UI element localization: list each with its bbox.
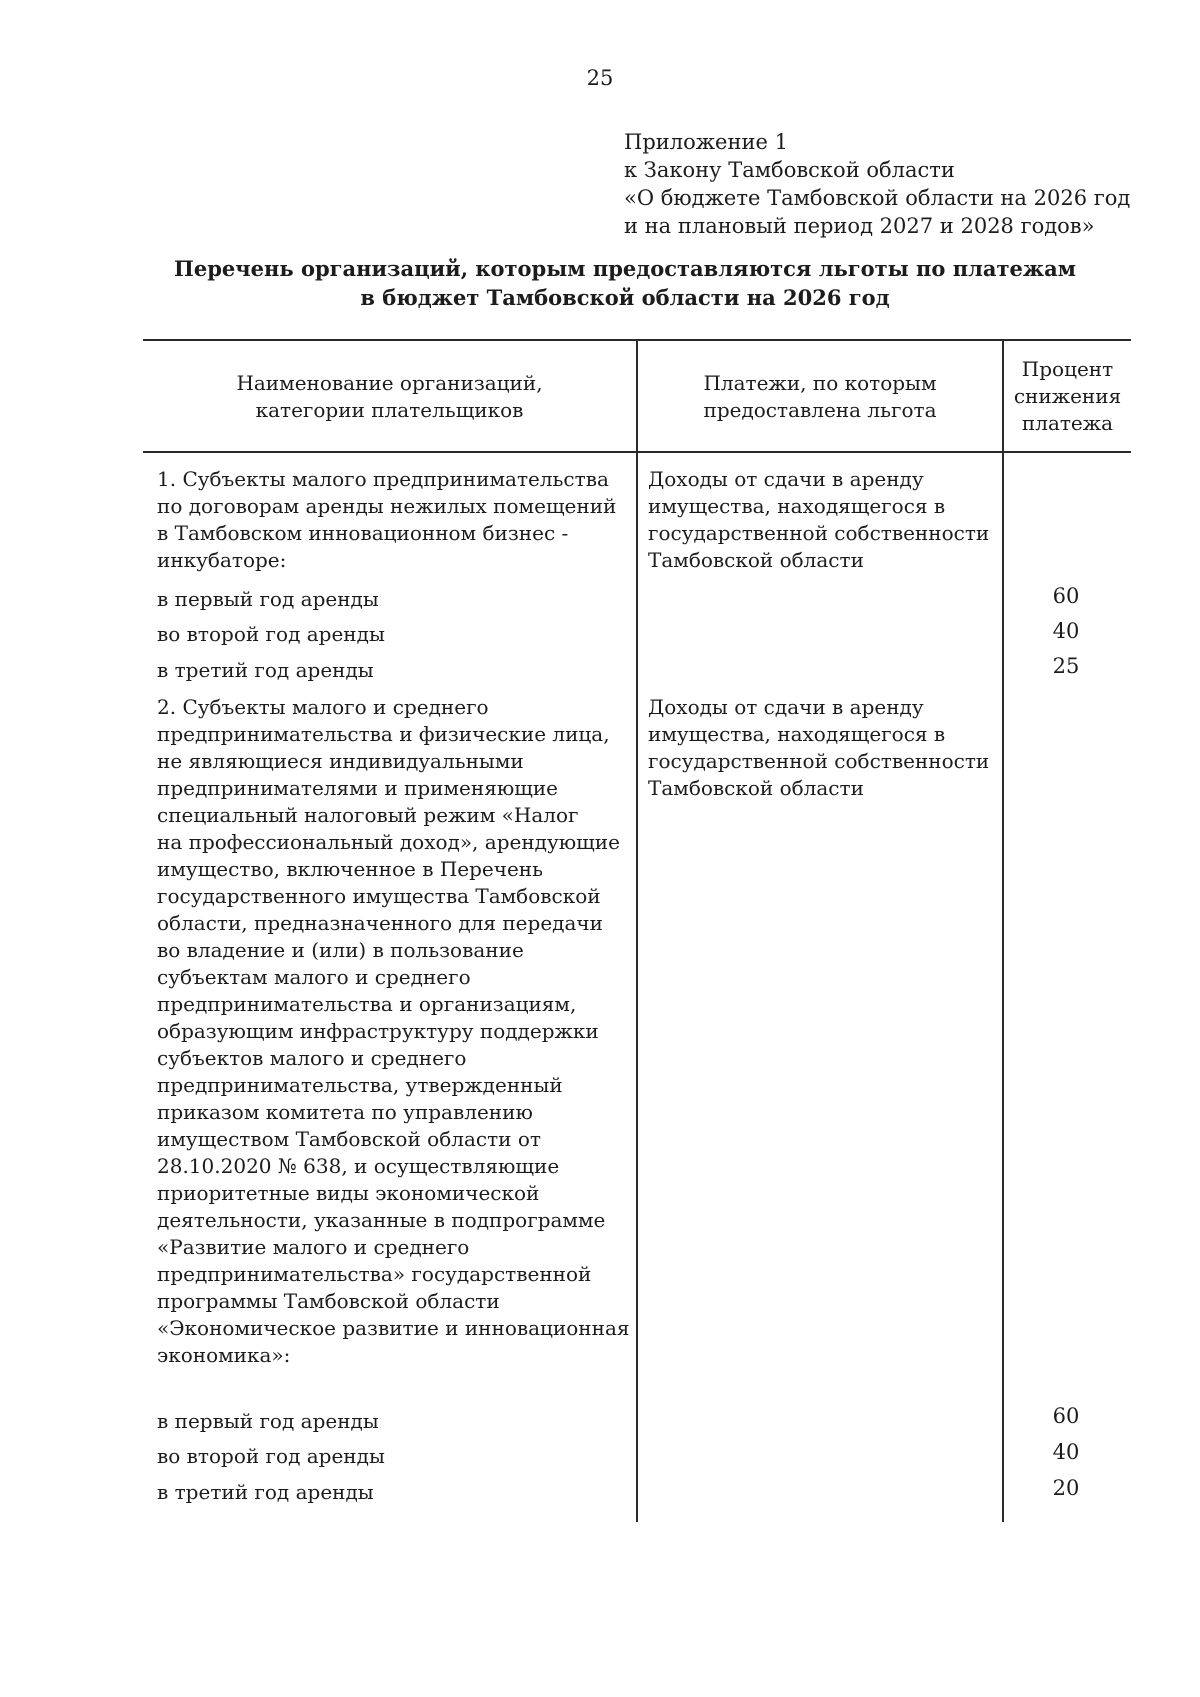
row-1-sub-1-percent: 60 [1052,584,1080,608]
appendix-line: и на плановый период 2027 и 2028 годов» [624,214,1095,238]
row-2-sub-2-percent: 40 [1052,1440,1080,1464]
appendix-line: Приложение 1 [624,130,788,154]
appendix-line: «О бюджете Тамбовской области на 2026 год [624,186,1131,210]
page-number: 25 [586,66,614,90]
row-1-sub-2-label: во второй год аренды [157,622,385,646]
appendix-line: к Закону Тамбовской области [624,158,955,182]
row-1-sub-3-percent: 25 [1052,654,1080,678]
row-2-sub-1-percent: 60 [1052,1404,1080,1428]
column-divider-2 [1002,339,1004,1522]
row-1-sub-2-percent: 40 [1052,619,1080,643]
row-2-sub-2-label: во второй год аренды [157,1444,385,1468]
row-2-sub-3-percent: 20 [1052,1476,1080,1500]
row-1-sub-1-label: в первый год аренды [157,587,379,611]
row-2-sub-3-label: в третий год аренды [157,1480,374,1504]
row-2-organization: 2. Субъекты малого и среднего предпринимательства и физические лица, не являющиеся индивидуальными предпринимателями и применяющие специальный налоговый режим «Налог на профессиональный доход», арендующие имущество, включенное в Перечень государственного имущества Тамбовской области, предназначенного для передачи во владение и (или) в пользование субъектам малого и среднего предпринимательства и организациям, образующим инфраструктуру поддержки субъектов малого и среднего предпринимательства, утвержденный приказом комитета по управлению имуществом Тамбовской области от 28.10.2020 № 638, и осуществляющие приоритетные виды экономической деятельности, указанные в подпрограмме «Развитие малого и среднего предпринимательства» государственной программы Тамбовской области «Экономическое развитие и инновационная экономика»: [157,695,630,1367]
row-1-sub-3-label: в третий год аренды [157,658,374,682]
header-percent: Процент снижения платежа [1013,357,1122,435]
header-payments: Платежи, по которым предоставлена льгота [703,371,937,422]
title-line: Перечень организаций, которым предоставляются льготы по платежам [174,256,1076,281]
header-organization: Наименование организаций, категории плательщиков [236,371,543,422]
column-divider-1 [636,339,638,1522]
title-line: в бюджет Тамбовской области на 2026 год [360,285,890,310]
row-2-sub-1-label: в первый год аренды [157,1409,379,1433]
row-1-payment: Доходы от сдачи в аренду имущества, находящегося в государственной собственности Тамбовской области [648,467,990,572]
row-2-payment: Доходы от сдачи в аренду имущества, находящегося в государственной собственности Тамбовской области [648,695,990,800]
row-1-organization: 1. Субъекты малого предпринимательства по договорам аренды нежилых помещений в Тамбовском инновационном бизнес - инкубаторе: [157,467,617,572]
